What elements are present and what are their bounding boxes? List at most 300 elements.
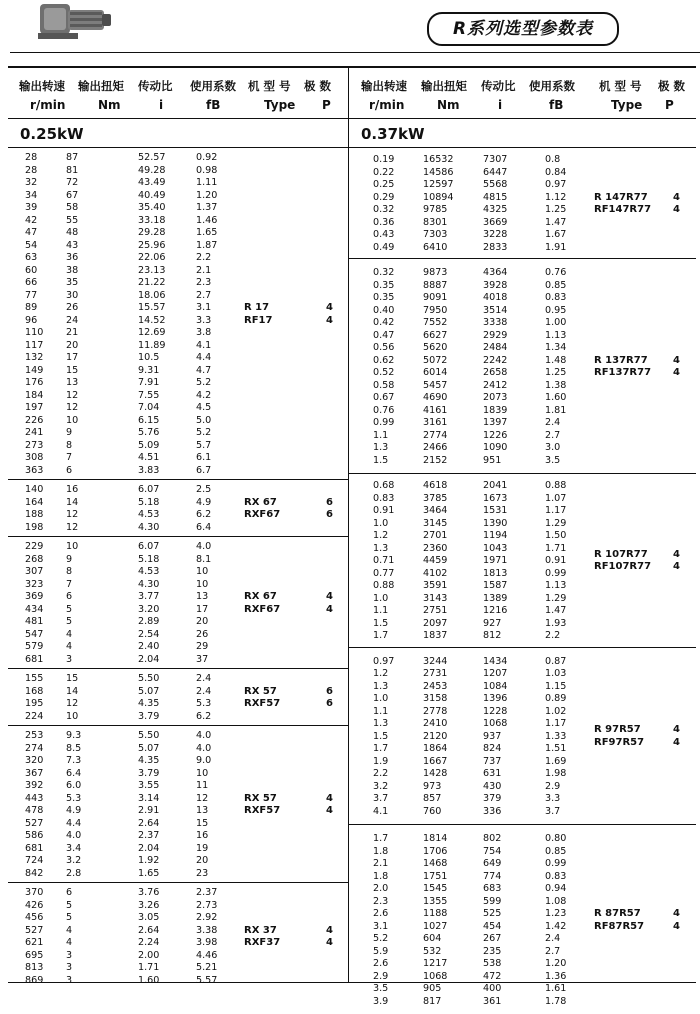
torque-cell: 2751 [423,605,448,616]
table-row [349,618,696,631]
factor-cell: 0.87 [545,655,567,667]
model-type [349,908,696,933]
ratio-cell: 5.76 [138,427,160,438]
factor-cell: 0.83 [545,292,567,303]
factor-cell: 12 [196,792,209,804]
table-row [8,975,348,988]
table-row [349,793,696,806]
model-group [8,148,348,480]
table-row [8,240,348,253]
torque-cell: 1814 [423,833,448,844]
table-row [349,983,696,996]
table-row [349,405,696,418]
table-left-half [8,68,348,989]
ratio-cell: 1226 [483,429,508,441]
factor-cell: 2.4 [196,685,212,697]
factor-cell: 1.48 [545,354,567,366]
power-rating-row [349,119,696,148]
header-poles-unit: P [322,98,331,112]
factor-cell: 10 [196,767,209,779]
header-type-label: 机 型 号 [248,79,291,93]
ratio-cell: 5.50 [138,730,160,741]
torque-cell: 14586 [423,166,454,178]
speed-cell: 1.9 [373,755,389,767]
speed-cell: 0.32 [373,267,395,278]
ratio-cell: 4.51 [138,452,160,463]
ratio-cell: 3.14 [138,792,160,804]
ratio-cell: 400 [483,983,502,994]
speed-cell: 60 [25,264,38,276]
table-row [8,950,348,963]
table-row [8,365,348,378]
model-name: RXF37 [244,937,281,948]
torque-cell: 3785 [423,492,448,504]
torque-cell: 2731 [423,668,448,679]
model-name: RX 67 [244,591,277,602]
ratio-cell: 2.37 [138,830,160,841]
table-row [349,580,696,593]
ratio-cell: 1084 [483,680,508,692]
table-row [349,858,696,871]
column-header-units [8,98,348,116]
factor-cell: 1.38 [545,379,567,391]
model-name: R 147R77 [594,191,648,203]
factor-cell: 3.7 [545,805,561,817]
ratio-cell: 824 [483,743,502,754]
speed-cell: 47 [25,227,38,238]
speed-cell: 63 [25,252,38,263]
factor-cell: 2.7 [196,289,212,301]
pole-count: 4 [326,314,333,326]
speed-cell: 2.0 [373,883,389,894]
pole-count: 4 [326,792,333,804]
torque-cell: 973 [423,780,442,792]
torque-cell: 2453 [423,680,448,692]
speed-cell: 0.47 [373,329,395,341]
ratio-cell: 1587 [483,580,508,591]
table-row [8,629,348,642]
ratio-cell: 5.50 [138,673,160,684]
torque-cell: 2774 [423,429,448,441]
torque-cell: 8301 [423,216,448,228]
torque-cell: 857 [423,793,442,804]
table-row [8,579,348,592]
table-row [8,743,348,756]
torque-cell: 2466 [423,442,448,453]
ratio-cell: 1971 [483,555,508,566]
table-row [8,327,348,340]
torque-cell: 1545 [423,883,448,894]
factor-cell: 1.37 [196,202,218,213]
speed-cell: 0.76 [373,404,395,416]
ratio-cell: 1194 [483,530,508,541]
model-type [8,497,348,522]
table-row [8,730,348,743]
table-row [8,290,348,303]
table-row [8,352,348,365]
torque-cell: 4618 [423,480,448,491]
table-row [349,530,696,543]
speed-cell: 2.6 [373,958,389,969]
factor-cell: 1.81 [545,404,567,416]
factor-cell: 1.34 [545,342,567,353]
speed-cell: 1.8 [373,870,389,882]
speed-cell: 0.22 [373,166,395,178]
table-row [349,630,696,643]
torque-cell: 4459 [423,555,448,566]
factor-cell: 2.37 [196,887,218,898]
ratio-cell: 9.31 [138,364,160,376]
factor-cell: 1.47 [545,216,567,228]
table-row [8,541,348,554]
ratio-cell: 23.13 [138,264,166,276]
speed-cell: 323 [25,578,44,590]
header-type-label: 机 型 号 [599,79,642,93]
factor-cell: 1.61 [545,983,567,994]
ratio-cell: 4815 [483,191,508,203]
factor-cell: 1.47 [545,605,567,616]
torque-cell: 9 [66,427,73,438]
pole-count: 4 [673,367,680,378]
factor-cell: 6.7 [196,464,212,476]
speed-cell: 392 [25,780,44,791]
ratio-cell: 5.09 [138,439,160,451]
pole-count: 4 [326,937,333,948]
torque-cell: 8 [66,439,73,451]
header-poles-label: 极 数 [304,79,332,93]
table-row [349,518,696,531]
factor-cell: 5.0 [196,414,212,426]
table-row [8,843,348,856]
pole-count: 6 [326,685,333,697]
speed-cell: 0.42 [373,317,395,328]
table-row [8,252,348,265]
model-name: RF147R77 [594,204,652,215]
speed-cell: 307 [25,566,44,577]
pole-count: 4 [673,736,680,748]
ratio-cell: 599 [483,895,502,907]
ratio-cell: 1207 [483,668,508,679]
factor-cell: 1.11 [196,177,218,188]
ratio-cell: 267 [483,933,502,944]
selection-table [8,66,696,1007]
torque-cell: 4102 [423,567,448,579]
ratio-cell: 3338 [483,317,508,328]
table-row [349,871,696,884]
torque-cell: 2360 [423,542,448,554]
factor-cell: 29 [196,641,209,652]
factor-cell: 5.7 [196,439,212,451]
factor-cell: 6.1 [196,452,212,463]
table-row [349,958,696,971]
pole-count: 4 [673,191,680,203]
speed-cell: 1.7 [373,630,389,641]
torque-cell: 1864 [423,743,448,754]
factor-cell: 3.0 [545,442,561,453]
table-row [8,465,348,478]
table-row [8,830,348,843]
torque-cell: 4690 [423,392,448,403]
torque-cell: 12 [66,402,79,413]
speed-cell: 197 [25,402,44,413]
factor-cell: 4.9 [196,496,212,508]
table-row [349,996,696,1009]
table-row [8,887,348,900]
speed-cell: 155 [25,673,44,684]
pole-count: 6 [326,698,333,709]
torque-cell: 6627 [423,329,448,341]
speed-cell: 3.5 [373,983,389,994]
torque-cell: 1667 [423,755,448,767]
factor-cell: 17 [196,603,209,615]
torque-cell: 817 [423,995,442,1007]
ratio-cell: 927 [483,617,502,629]
speed-cell: 695 [25,949,44,961]
column-header-units [349,98,696,116]
ratio-cell: 2.54 [138,628,160,640]
ratio-cell: 3.83 [138,464,160,476]
model-name: RXF67 [244,603,281,615]
torque-cell: 30 [66,289,79,301]
factor-cell: 3.98 [196,937,218,948]
factor-cell: 0.95 [545,304,567,316]
factor-cell: 1.71 [545,542,567,554]
pole-count: 4 [673,204,680,215]
power-rating: 0.37kW [361,125,425,143]
ratio-cell: 6.07 [138,484,160,495]
speed-cell: 478 [25,805,44,816]
torque-cell: 604 [423,933,442,944]
ratio-cell: 1390 [483,517,508,529]
torque-cell: 58 [66,202,79,213]
speed-cell: 308 [25,452,44,463]
table-row [8,673,348,686]
speed-cell: 195 [25,698,44,709]
speed-cell: 273 [25,439,44,451]
speed-cell: 547 [25,628,44,640]
factor-cell: 1.69 [545,755,567,767]
power-rating-row [8,119,348,148]
speed-cell: 1.3 [373,680,389,692]
pole-count: 4 [326,603,333,615]
factor-cell: 26 [196,628,209,640]
ratio-cell: 15.57 [138,302,166,313]
model-name: RXF57 [244,698,281,709]
torque-cell: 905 [423,983,442,994]
table-row [349,442,696,455]
torque-cell: 14 [66,685,79,697]
speed-cell: 0.68 [373,480,395,491]
speed-cell: 110 [25,327,44,338]
header-speed-label: 输出转速 [19,79,65,93]
factor-cell: 1.13 [545,329,567,341]
speed-cell: 184 [25,389,44,401]
ratio-cell: 538 [483,958,502,969]
factor-cell: 23 [196,867,209,879]
factor-cell: 0.85 [545,845,567,857]
table-row [349,756,696,769]
torque-cell: 10 [66,541,79,552]
factor-cell: 0.85 [545,279,567,291]
torque-cell: 3 [66,949,73,961]
speed-cell: 0.58 [373,379,395,391]
ratio-cell: 49.28 [138,164,166,176]
ratio-cell: 3669 [483,216,508,228]
speed-cell: 0.36 [373,216,395,228]
ratio-cell: 1.71 [138,962,160,973]
factor-cell: 1.29 [545,517,567,529]
table-row [8,566,348,579]
speed-cell: 5.9 [373,945,389,957]
ratio-cell: 1434 [483,655,508,667]
factor-cell: 2.4 [196,673,212,684]
speed-cell: 363 [25,464,44,476]
speed-cell: 0.56 [373,342,395,353]
torque-cell: 4 [66,641,73,652]
speed-cell: 54 [25,239,38,251]
header-ratio-unit: i [159,98,164,112]
torque-cell: 87 [66,152,79,163]
speed-cell: 0.62 [373,354,395,366]
factor-cell: 5.57 [196,974,218,986]
factor-cell: 0.91 [545,555,567,566]
torque-cell: 2.8 [66,867,82,879]
torque-cell: 2097 [423,617,448,629]
table-row [349,392,696,405]
model-name: R 87R57 [594,908,641,919]
factor-cell: 1.20 [196,189,218,201]
ratio-cell: 2.24 [138,937,160,948]
speed-cell: 0.71 [373,555,395,566]
table-row [8,522,348,535]
torque-cell: 4161 [423,404,448,416]
factor-cell: 2.1 [196,264,212,276]
factor-cell: 4.0 [196,742,212,754]
ratio-cell: 7.55 [138,389,160,401]
speed-cell: 28 [25,164,38,176]
torque-cell: 36 [66,252,79,263]
torque-cell: 3158 [423,693,448,704]
ratio-cell: 5.07 [138,685,160,697]
factor-cell: 1.50 [545,530,567,541]
torque-cell: 10 [66,414,79,426]
factor-cell: 2.4 [545,933,561,944]
table-row [8,484,348,497]
model-group [349,148,696,259]
table-row [8,152,348,165]
factor-cell: 1.23 [545,908,567,919]
ratio-cell: 802 [483,833,502,844]
torque-cell: 10894 [423,191,454,203]
torque-cell: 3 [66,962,73,973]
speed-cell: 1.2 [373,668,389,679]
table-row [8,554,348,567]
factor-cell: 3.3 [545,793,561,804]
factor-cell: 2.4 [545,417,561,428]
factor-cell: 1.42 [545,920,567,932]
ratio-cell: 6447 [483,166,508,178]
speed-cell: 188 [25,509,44,520]
torque-cell: 16 [66,484,79,495]
speed-cell: 724 [25,855,44,866]
factor-cell: 3.38 [196,924,218,936]
speed-cell: 39 [25,202,38,213]
header-torque-unit: Nm [437,98,460,112]
table-row [349,656,696,669]
factor-cell: 0.8 [545,154,561,165]
torque-cell: 760 [423,805,442,817]
speed-cell: 869 [25,974,44,986]
model-name: RX 57 [244,685,277,697]
torque-cell: 48 [66,227,79,238]
torque-cell: 6410 [423,241,448,253]
speed-cell: 32 [25,177,38,188]
speed-cell: 168 [25,685,44,697]
factor-cell: 1.15 [545,680,567,692]
table-row [349,605,696,618]
speed-cell: 0.77 [373,567,395,579]
speed-cell: 2.2 [373,768,389,779]
torque-cell: 6 [66,464,73,476]
table-row [349,229,696,242]
speed-cell: 0.40 [373,304,395,316]
torque-cell: 12 [66,509,79,520]
speed-cell: 1.0 [373,693,389,704]
table-row [8,215,348,228]
torque-cell: 6.0 [66,780,82,791]
pole-count: 4 [673,724,680,736]
column-header [8,68,348,119]
ratio-cell: 21.22 [138,277,166,288]
ratio-cell: 1.60 [138,974,160,986]
ratio-cell: 7.04 [138,402,160,413]
factor-cell: 1.20 [545,958,567,969]
speed-cell: 226 [25,414,44,426]
model-type [349,724,696,749]
torque-cell: 2120 [423,730,448,742]
factor-cell: 1.25 [545,367,567,378]
torque-cell: 20 [66,339,79,351]
model-name: RF137R77 [594,367,652,378]
ratio-cell: 4.30 [138,578,160,590]
speed-cell: 0.35 [373,292,395,303]
ratio-cell: 6.15 [138,414,160,426]
ratio-cell: 2929 [483,329,508,341]
column-header-cn [349,78,696,96]
ratio-cell: 379 [483,793,502,804]
table-right-half [349,68,696,1014]
ratio-cell: 1397 [483,417,508,428]
table-row [349,480,696,493]
table-row [8,227,348,240]
pole-count: 6 [326,509,333,520]
table-row [8,755,348,768]
table-row [8,177,348,190]
header-type-unit: Type [264,98,296,112]
model-group [8,726,348,883]
model-type [349,355,696,380]
header-speed-unit: r/min [369,98,405,112]
torque-cell: 3244 [423,655,448,667]
ratio-cell: 3.20 [138,603,160,615]
table-row [349,833,696,846]
factor-cell: 1.87 [196,239,218,251]
ratio-cell: 4.35 [138,698,160,709]
ratio-cell: 12.69 [138,327,166,338]
ratio-cell: 2.04 [138,842,160,854]
factor-cell: 1.08 [545,895,567,907]
ratio-cell: 3.77 [138,591,160,602]
